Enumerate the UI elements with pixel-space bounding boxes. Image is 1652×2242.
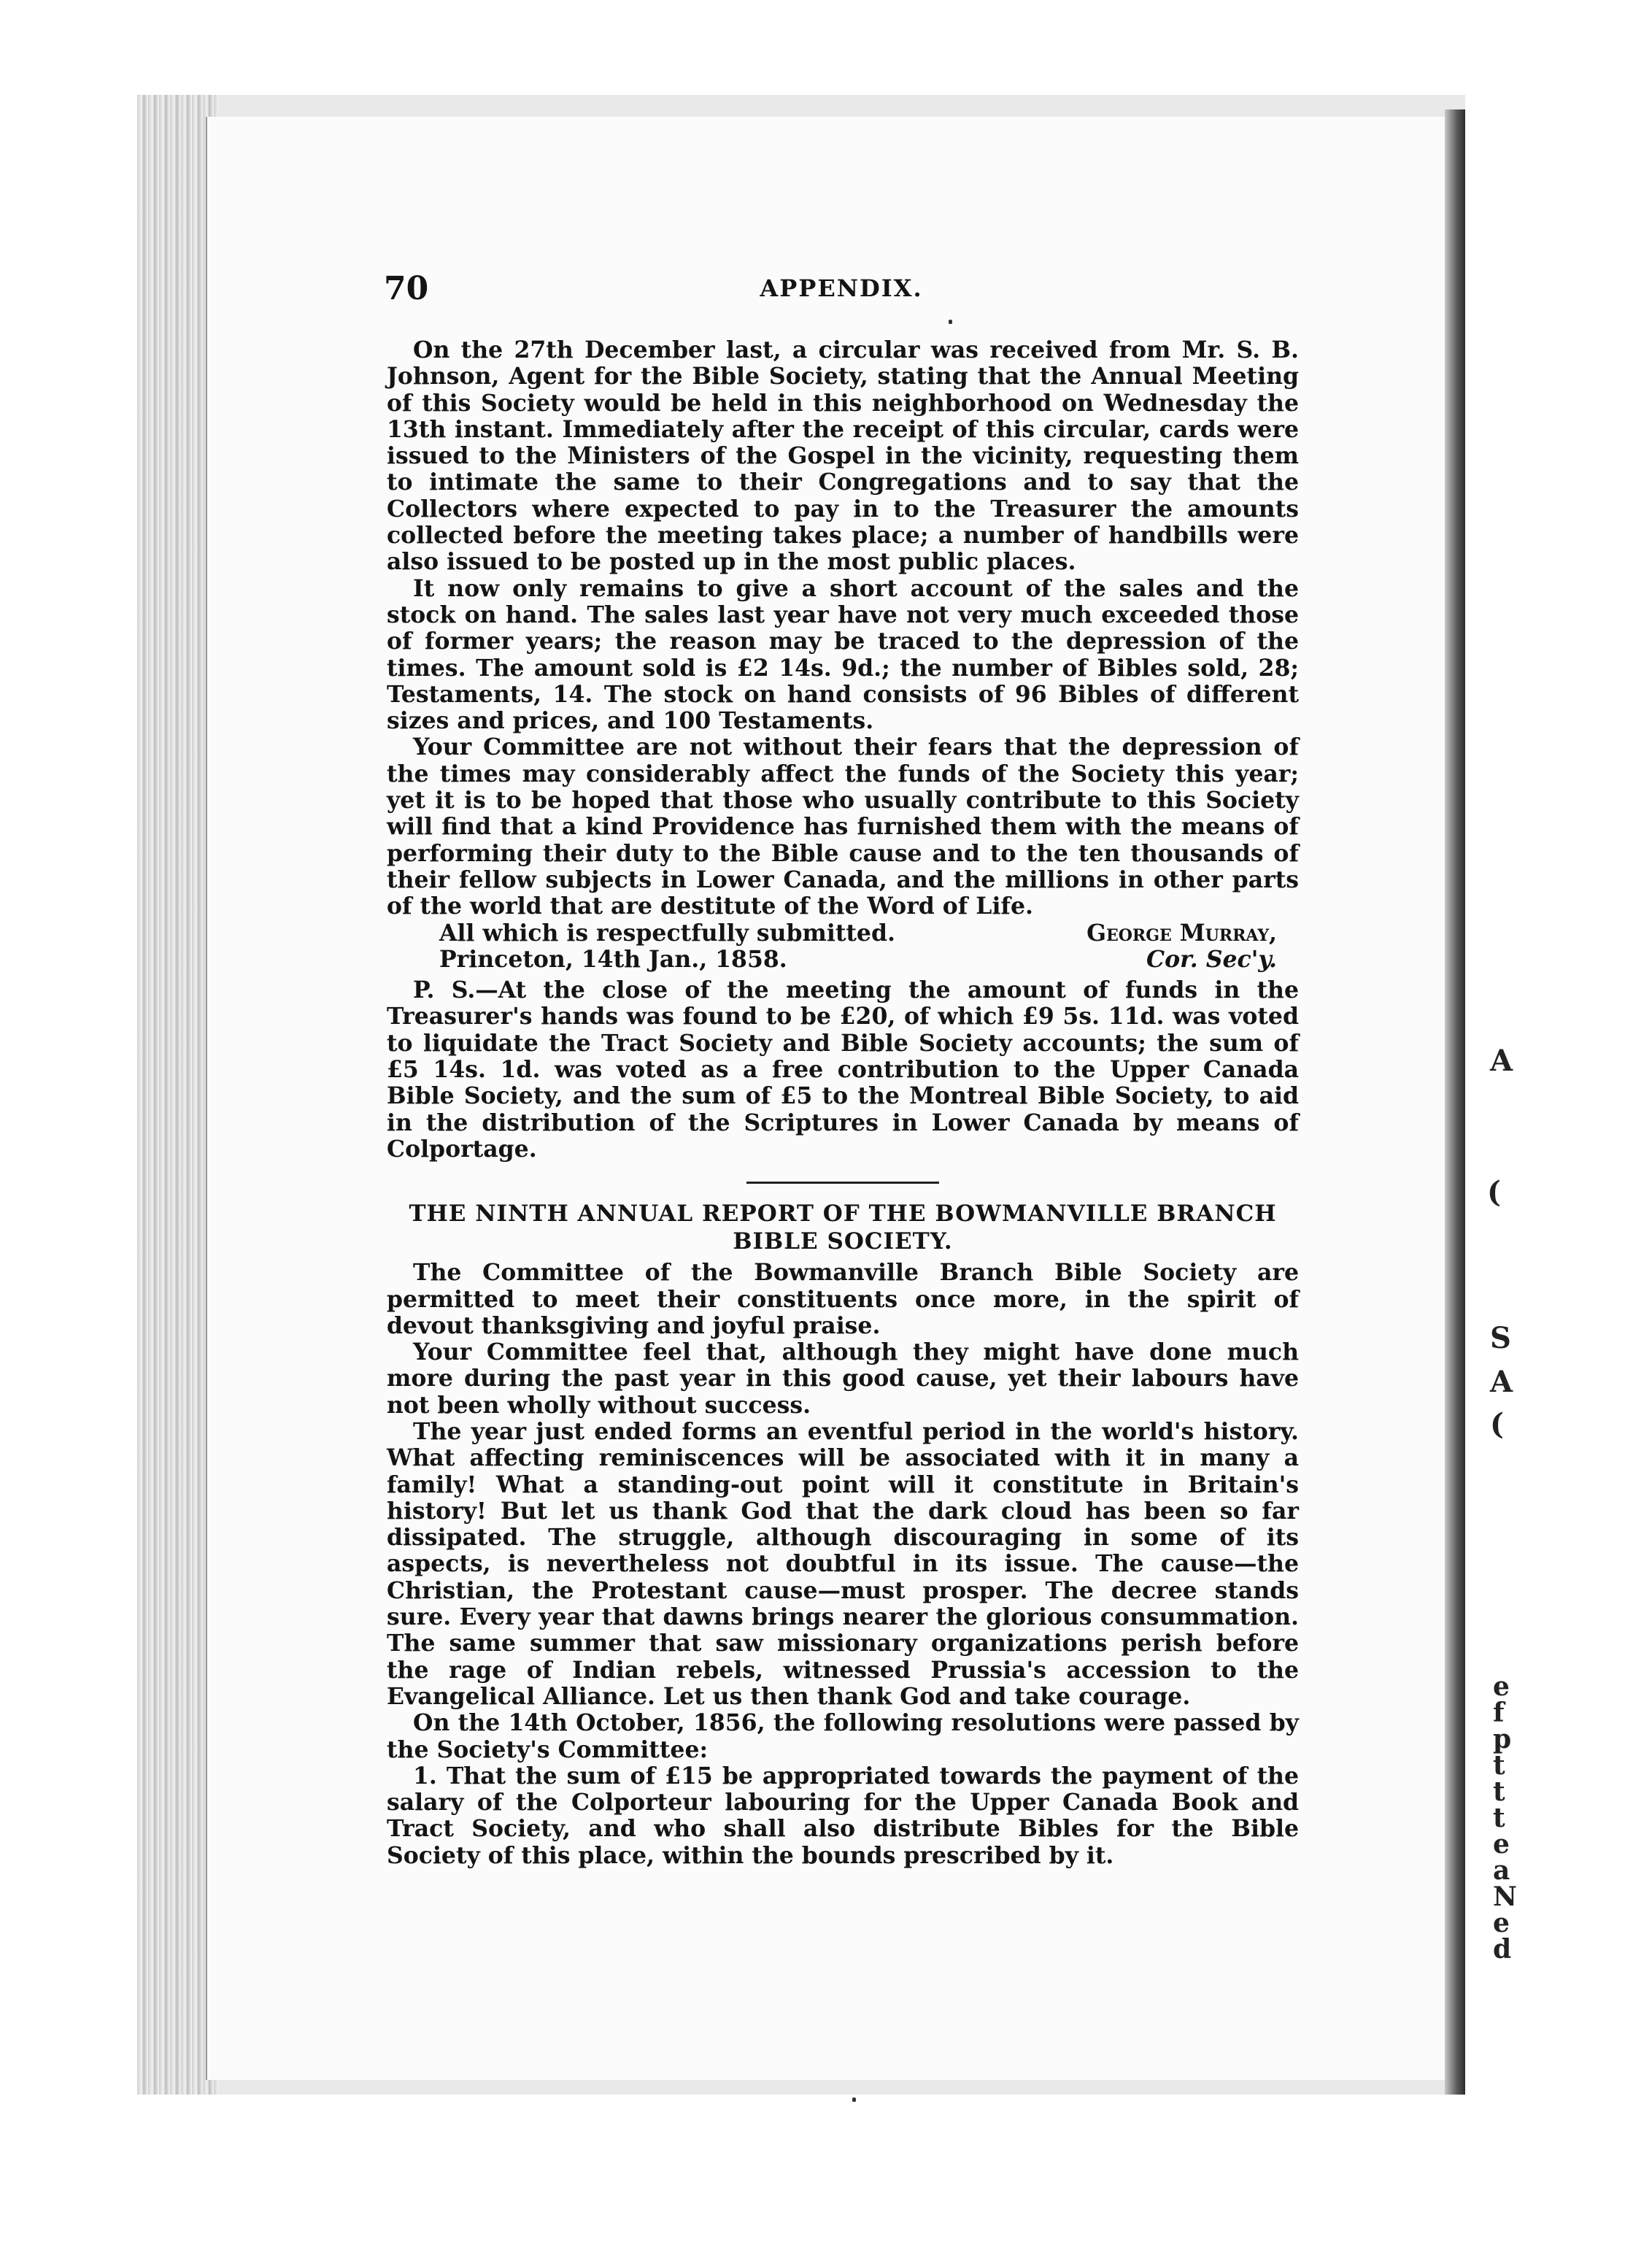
facing-fragment: p — [1493, 1724, 1512, 1754]
report-paragraph-history: The year just ended forms an eventful period in the world's history. What affecting reminiscences will be associated with it in many a family! What a standing-out point will it constitute in Britain's history! But let us thank God that the dark cloud has been so far dissipated. The struggle, although discouraging in some of its aspects, is nevertheless not doubtful in its issue. The cause—the Christian, the Protestant cause—must prosper. The decree stands sure. Every year that dawns brings nearer the glorious consummation. The same summer that saw missionary organizations perish before the rage of Indian rebels, witnessed Prussia's accession to the Evangelical Alliance. Let us then thank God and take courage. — [387, 1417, 1299, 1710]
facing-fragment: ( — [1487, 1175, 1501, 1209]
facing-fragment: e — [1493, 1671, 1510, 1702]
report-paragraph-resolutions: On the 14th October, 1856, the following resolutions were passed by the Society's Committee: — [387, 1709, 1299, 1763]
facing-fragment: A — [1490, 1044, 1513, 1078]
paragraph-committee-fears: Your Committee are not without their fears that the depression of the times may considerably affect the funds of the Society this year; yet it is to be hoped that those who usually contribute to this Society will find that a kind Providence has furnished them with the means of performing their duty to the Bible cause and to the ten thousands of their fellow subjects in Lower Canada, and the millions in other parts of the world that are destitute of the Word of Life. — [387, 733, 1299, 920]
facing-fragment: a — [1493, 1855, 1510, 1886]
report-title-line-2: BIBLE SOCIETY. — [733, 1228, 953, 1255]
facing-fragment: t — [1493, 1803, 1505, 1833]
section-divider — [746, 1182, 939, 1184]
report-paragraph-resolution-1: 1. That the sum of £15 be appropriated towards the payment of the salary of the Colporteur labouring for the Upper Canada Book and Tract Society, and who shall also distribute Bibles for the Bible Society of this place, within the bounds prescribed by it. — [387, 1762, 1299, 1869]
facing-fragment: t — [1493, 1776, 1505, 1807]
facing-fragment: ( — [1490, 1407, 1504, 1441]
report-paragraph-constituents: The Committee of the Bowmanville Branch Bible Society are permitted to meet their constituents once more, in the spirit of devout thanksgiving and joyful praise. — [387, 1259, 1299, 1339]
scan-speck — [949, 320, 952, 324]
facing-fragment: f — [1493, 1698, 1505, 1728]
page-body — [387, 337, 1299, 1869]
signature-row — [387, 920, 1299, 947]
signature-place-date: Princeton, 14th Jan., 1858. — [439, 945, 787, 973]
signature-row-2 — [387, 947, 1299, 973]
report-title-line-1: THE NINTH ANNUAL REPORT OF THE BOWMANVILLE BRANCH — [409, 1201, 1277, 1228]
facing-fragment: d — [1493, 1934, 1512, 1965]
facing-fragment: N — [1493, 1881, 1517, 1912]
facing-page — [1465, 95, 1652, 2109]
postscript: P. S.—At the close of the meeting the amount of funds in the Treasurer's hands was found to be £20, of which £9 5s. 11d. was voted to liquidate the Tract Society and Bible Society accounts; the sum of £5 14s. 1d. was voted as a free contribution to the Upper Canada Bible Society, and the sum of £5 to the Montreal Bible Society, to aid in the distribution of the Scriptures in Lower Canada by means of Colportage. — [387, 976, 1299, 1163]
facing-fragment: A — [1490, 1365, 1513, 1399]
scan-speck — [852, 2097, 856, 2102]
book-gutter — [1445, 109, 1465, 2095]
report-paragraph-success: Your Committee feel that, although they might have done much more during the past year in this good cause, yet their labours have not been wholly without success. — [387, 1338, 1299, 1419]
paragraph-sales: It now only remains to give a short account of the sales and the stock on hand. The sales last year have not very much exceeded those of former years; the reason may be traced to the depression of the times. The amount sold is £2 14s. 9d.; the number of Bibles sold, 28; Testaments, 14. The stock on hand consists of 96 Bibles of different sizes and prices, and 100 Testaments. — [387, 574, 1299, 735]
page-number: 70 — [384, 270, 429, 307]
facing-fragment: e — [1493, 1908, 1510, 1938]
paragraph-circular: On the 27th December last, a circular was received from Mr. S. B. Johnson, Agent for the Bible Society, stating that the Annual Meeting of this Society would be held in this neighborhood on Wednesday the 13th instant. Immediately after the receipt of this circular, cards were issued to the Ministers of the Gospel in the vicinity, requesting them to intimate the same to their Congregations and to say that the Collectors where expected to pay in to the Treasurer the amounts collected before the meeting takes place; a number of handbills were also issued to be posted up in the most public places. — [387, 336, 1299, 576]
facing-fragment: S — [1490, 1321, 1511, 1355]
facing-fragment: t — [1493, 1750, 1505, 1781]
signature-title: Cor. Sec'y. — [1146, 945, 1277, 973]
report-title — [387, 1200, 1299, 1255]
running-title: APPENDIX. — [760, 274, 923, 302]
running-head — [384, 270, 1299, 307]
signature-closing: All which is respectfully submitted. — [439, 919, 895, 947]
facing-fragment: e — [1493, 1829, 1510, 1860]
signature-name: George Murray, — [1086, 919, 1277, 947]
